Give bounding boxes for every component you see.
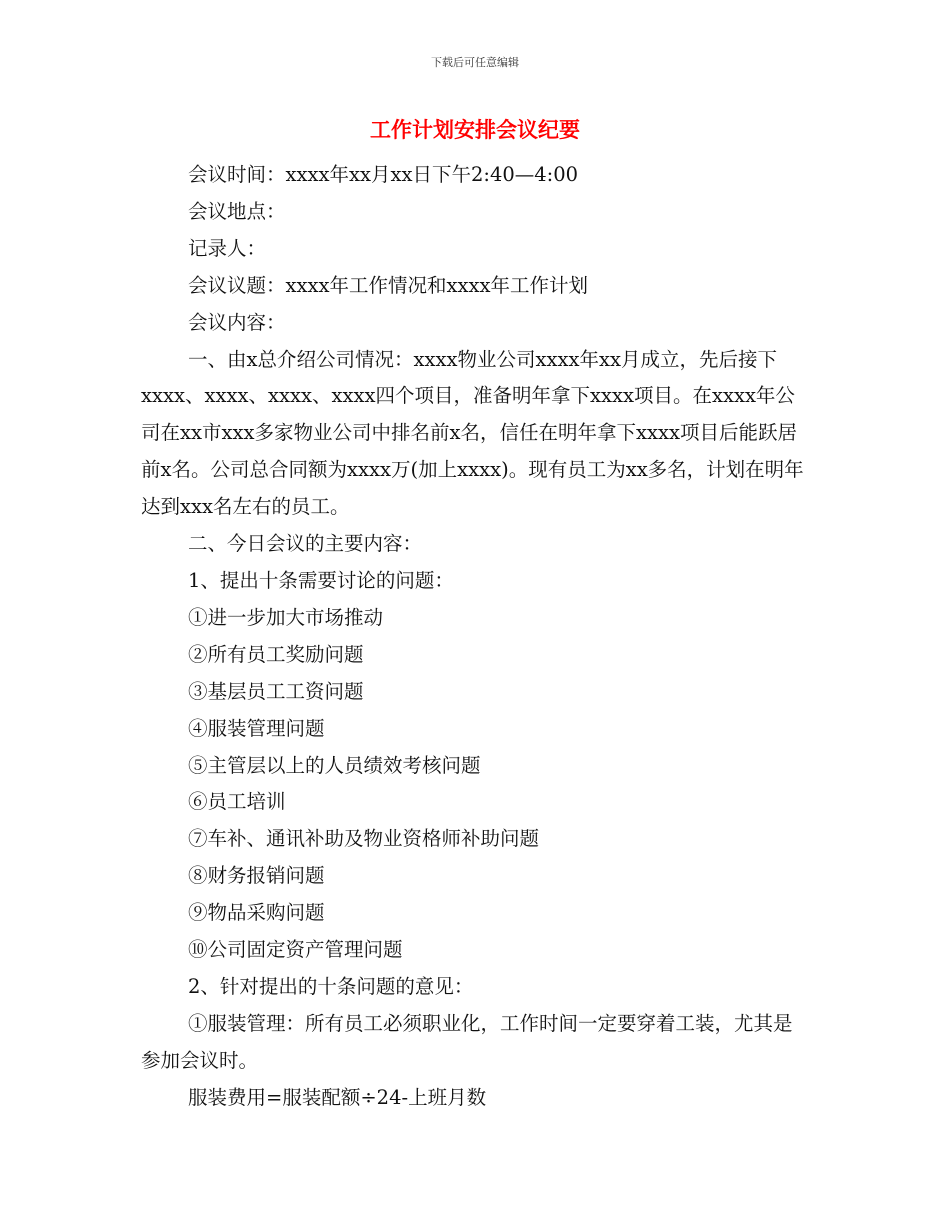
list-item-issue-5: ⑤主管层以上的人员绩效考核问题	[188, 753, 481, 777]
list-item-issue-8: ⑧财务报销问题	[188, 864, 325, 888]
list-item-issue-6: ⑥员工培训	[188, 790, 286, 814]
paragraph-uniform-management: ①服装管理：所有员工必须职业化，工作时间一定要穿着工装，尤其是参加会议时。	[141, 1011, 793, 1072]
list-item-issue-9: ⑨物品采购问题	[188, 901, 325, 925]
paragraph-ten-issues: 1、提出十条需要讨论的问题：	[188, 568, 454, 592]
paragraph-section-two: 二、今日会议的主要内容：	[188, 532, 423, 556]
list-item-issue-1: ①进一步加大市场推动	[188, 605, 384, 629]
paragraph-meeting-place: 会议地点：	[188, 199, 286, 223]
paragraph-recorder: 记录人：	[188, 236, 267, 260]
list-item-issue-4: ④服装管理问题	[188, 716, 325, 740]
document-title: 工作计划安排会议纪要	[370, 118, 580, 142]
list-item-issue-10: ⑩公司固定资产管理问题	[188, 938, 403, 962]
list-item-issue-3: ③基层员工工资问题	[188, 679, 364, 703]
paragraph-meeting-time: 会议时间：xxxx年xx月xx日下午2:40—4:00	[188, 163, 579, 186]
list-item-issue-7: ⑦车补、通讯补助及物业资格师补助问题	[188, 827, 540, 851]
paragraph-company-intro: 一、由x总介绍公司情况：xxxx物业公司xxxx年xx月成立，先后接下xxxx、xxxx、xxxx、xxxx四个项目，准备明年拿下xxxx项目。在xxxx年公司在xx市xxx多家物业公司中排名前x名，信任在明年拿下xxxx项目后能跃居前x名。公司总合同额为xxxx万(加上xxxx)。现有员工为xx多名，计划在明年达到xxx名左右的员工。	[141, 347, 804, 519]
paragraph-meeting-topic: 会议议题：xxxx年工作情况和xxxx年工作计划	[188, 273, 588, 297]
list-item-issue-2: ②所有员工奖励问题	[188, 642, 364, 666]
paragraph-opinions: 2、针对提出的十条问题的意见：	[188, 974, 474, 998]
paragraph-uniform-cost: 服装费用=服装配额÷24-上班月数	[188, 1085, 487, 1109]
header-note: 下载后可任意编辑	[431, 56, 519, 69]
document-body	[141, 157, 809, 1117]
paragraph-meeting-content: 会议内容：	[188, 310, 286, 334]
